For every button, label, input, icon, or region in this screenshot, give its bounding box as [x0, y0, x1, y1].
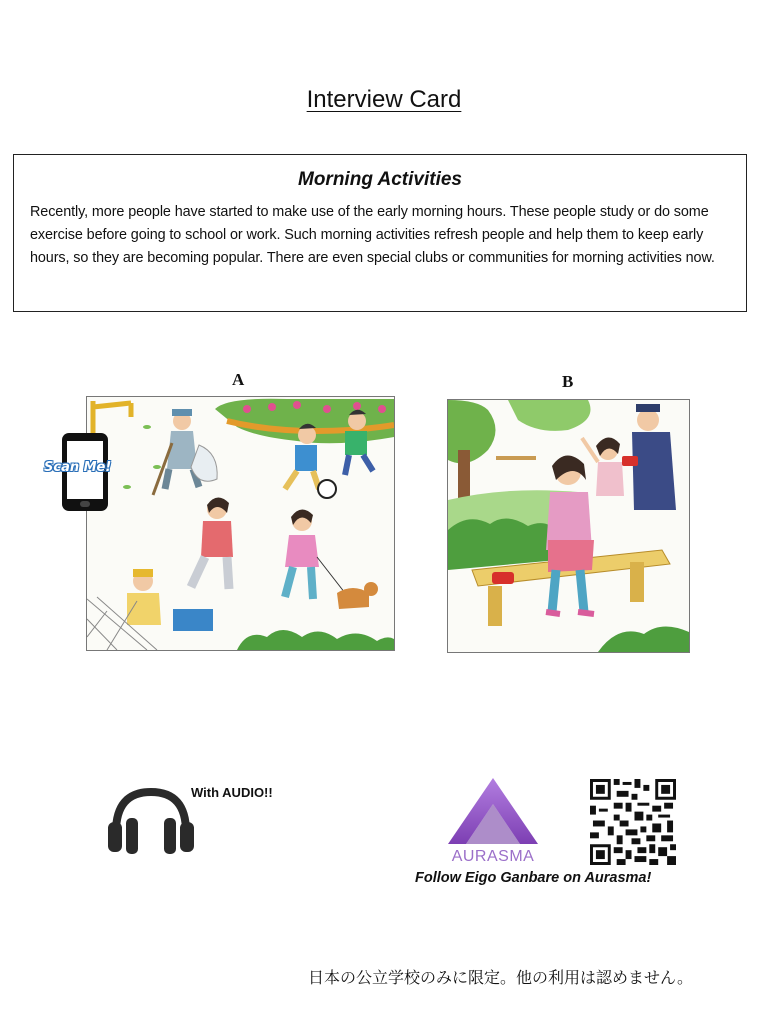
headphones-icon [106, 788, 196, 854]
picture-b [447, 399, 690, 653]
usage-restriction-note: 日本の公立学校のみに限定。他の利用は認めません。 [308, 968, 693, 987]
picture-a-label: A [232, 370, 245, 389]
card-heading: Morning Activities [298, 169, 462, 190]
topic-card [13, 154, 747, 312]
aurasma-logo [436, 776, 550, 850]
qr-code-icon[interactable] [590, 779, 676, 865]
card-body: Recently, more people have started to make use of the early morning hours. These people study or do some exercise before going to school or work. Such morning activities refresh people and help them to keep early hours, so they are becoming popular. There are even special clubs or communities for morning activities now. [30, 204, 715, 266]
aurasma-wordmark: AURASMA [451, 848, 535, 865]
audio-label: With AUDIO!! [191, 785, 273, 800]
follow-aurasma-text: Follow Eigo Ganbare on Aurasma! [415, 870, 652, 886]
scan-me-label: Scan Me! [44, 460, 112, 475]
picture-a [86, 396, 395, 651]
picture-b-label: B [562, 372, 574, 391]
page-title: Interview Card [306, 86, 462, 113]
